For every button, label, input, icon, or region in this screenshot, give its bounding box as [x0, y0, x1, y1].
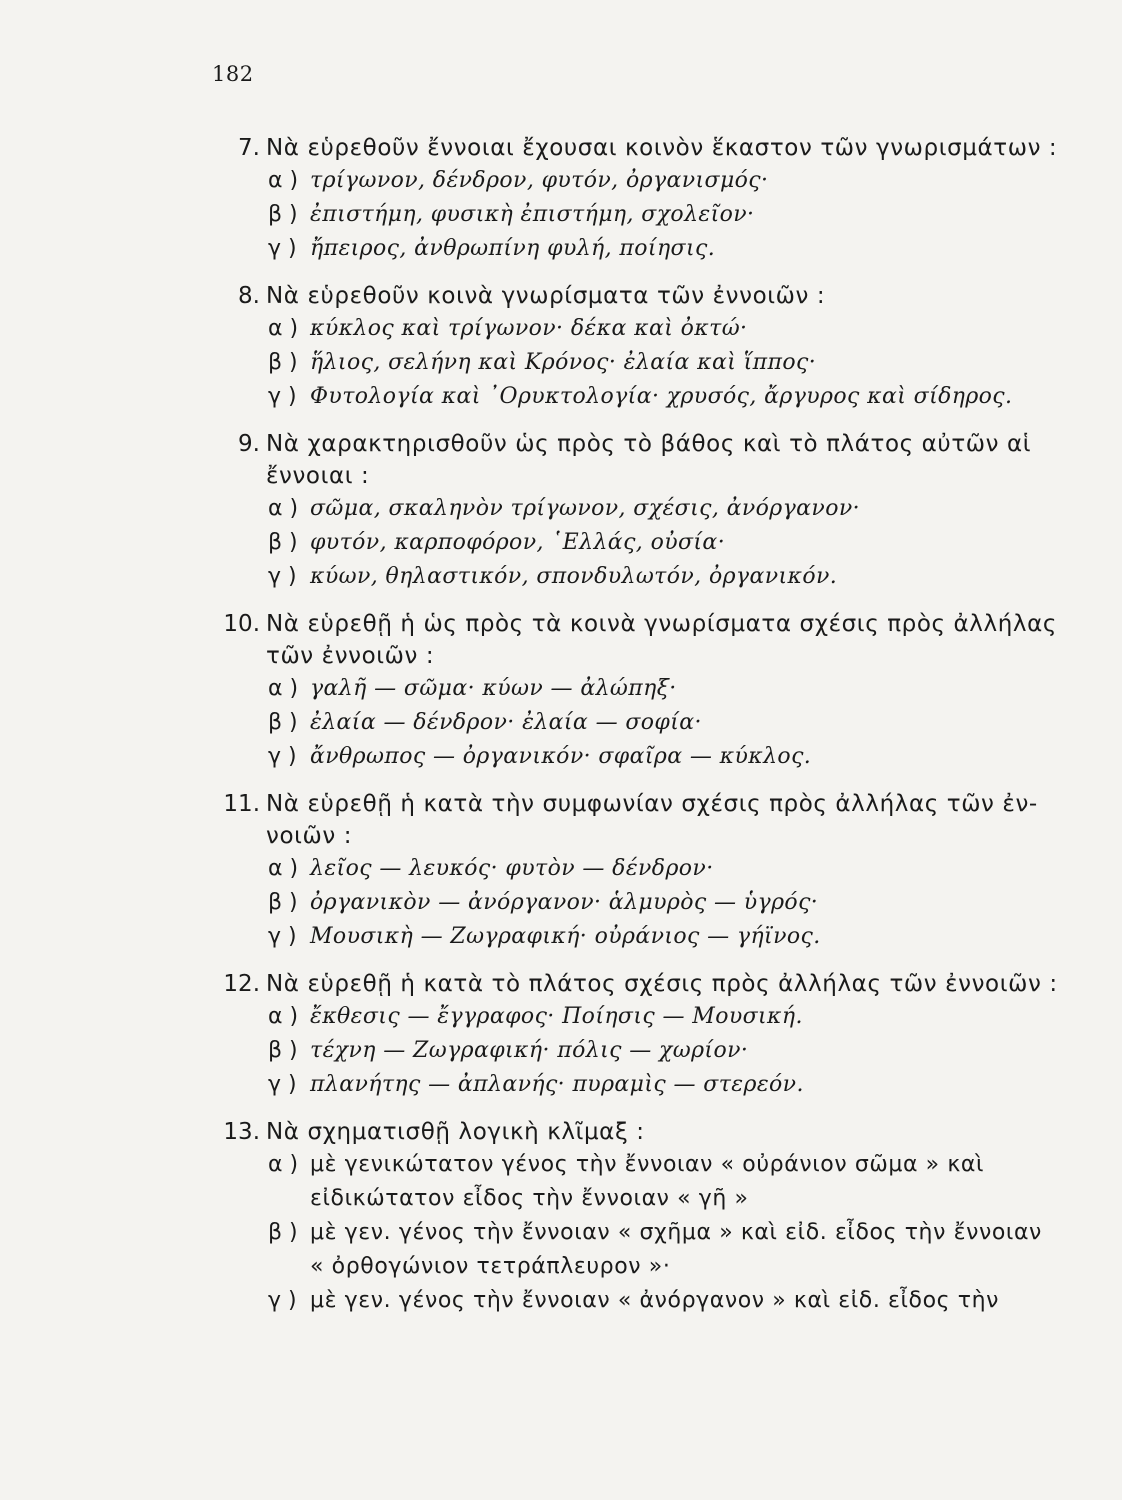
item-label: α ) [268, 676, 299, 701]
exercise-9 [200, 428, 1105, 594]
item-label: β ) [268, 530, 298, 555]
item-text: πλανήτης — ἀπλανής· πυραμὶς — στερεόν. [310, 1072, 804, 1097]
item-text: ὀργανικὸν — ἀνόργανον· ἁλμυρὸς — ὑγρός· [310, 890, 819, 915]
exercise-prompt-line [200, 968, 1105, 1000]
exercise-number: 7. [238, 135, 260, 161]
list-item [200, 526, 1105, 560]
exercise-8 [200, 280, 1105, 414]
item-text: φυτόν, καρποφόρον, ῾Ελλάς, οὐσία· [310, 530, 726, 555]
item-label: α ) [268, 168, 299, 193]
item-label: β ) [268, 1220, 298, 1245]
list-item [200, 232, 1105, 266]
exercise-number: 9. [238, 431, 260, 457]
exercise-prompt: Νὰ εὑρεθοῦν ἔννοιαι ἔχουσαι κοινὸν ἕκαστον τῶν γνωρισμάτων : [266, 135, 1058, 161]
item-label: α ) [268, 496, 299, 521]
exercise-number: 8. [238, 283, 260, 309]
item-text: τέχνη — Ζωγραφική· πόλις — χωρίον· [310, 1038, 749, 1063]
item-text: ἄνθρωπος — ὀργανικόν· σφαῖρα — κύκλος. [310, 744, 812, 769]
item-text: ἐλαία — δένδρον· ἐλαία — σοφία· [310, 710, 702, 735]
list-item [200, 852, 1105, 886]
item-text: μὲ γεν. γένος τὴν ἔννοιαν « σχῆμα » καὶ εἰδ. εἶδος τὴν ἔννοιαν [310, 1220, 1042, 1245]
list-item [200, 740, 1105, 774]
page-number: 182 [212, 62, 254, 86]
item-label: β ) [268, 1038, 298, 1063]
item-label: α ) [268, 316, 299, 341]
list-item [200, 346, 1105, 380]
item-text: τρίγωνον, δένδρον, φυτόν, ὀργανισμός· [310, 168, 769, 193]
item-label: γ ) [268, 1072, 297, 1097]
item-text: ἤπειρος, ἀνθρωπίνη φυλή, ποίησις. [310, 236, 716, 261]
item-label: β ) [268, 350, 298, 375]
item-label: α ) [268, 856, 299, 881]
exercise-13 [200, 1116, 1105, 1318]
item-text: μὲ γενικώτατον γένος τὴν ἔννοιαν « οὐράνιον σῶμα » καὶ [310, 1152, 985, 1177]
list-item [200, 312, 1105, 346]
list-item [200, 1284, 1105, 1318]
list-item [200, 198, 1105, 232]
item-text: ἔκθεσις — ἔγγραφος· Ποίησις — Μουσική. [310, 1004, 803, 1029]
exercise-prompt: Νὰ εὑρεθῇ ἡ κατὰ τὴν συμφωνίαν σχέσις πρὸς ἀλλήλας τῶν ἐν- [266, 791, 1038, 817]
list-item [200, 1000, 1105, 1034]
item-text: σῶμα, σκαληνὸν τρίγωνον, σχέσις, ἀνόργανον· [310, 496, 861, 521]
list-item [200, 886, 1105, 920]
list-item [200, 1068, 1105, 1102]
exercise-number: 12. [223, 971, 260, 997]
exercise-number: 11. [223, 791, 260, 817]
list-item [200, 1216, 1105, 1250]
exercise-prompt-continuation: ἔννοιαι : [266, 463, 370, 489]
exercise-list [200, 132, 1105, 1318]
item-text-continuation: « ὀρθογώνιον τετράπλευρον »· [310, 1254, 671, 1279]
exercise-prompt-line [200, 608, 1105, 640]
item-label: α ) [268, 1004, 299, 1029]
item-text: Μουσικὴ — Ζωγραφική· οὐράνιος — γήϊνος. [310, 924, 821, 949]
list-item [200, 706, 1105, 740]
exercise-11 [200, 788, 1105, 954]
item-text: ἥλιος, σελήνη καὶ Κρόνος· ἐλαία καὶ ἵππος· [310, 350, 817, 375]
item-label: γ ) [268, 384, 297, 409]
item-text: κύκλος καὶ τρίγωνον· δέκα καὶ ὀκτώ· [310, 316, 748, 341]
exercise-12 [200, 968, 1105, 1102]
exercise-prompt-line [200, 1116, 1105, 1148]
item-label: β ) [268, 890, 298, 915]
exercise-prompt: Νὰ εὑρεθῇ ἡ κατὰ τὸ πλάτος σχέσις πρὸς ἀλλήλας τῶν ἐννοιῶν : [266, 971, 1058, 997]
exercise-prompt-line [200, 788, 1105, 820]
item-text: λεῖος — λευκός· φυτὸν — δένδρον· [310, 856, 714, 881]
item-text: Φυτολογία καὶ ᾿Ορυκτολογία· χρυσός, ἄργυρος καὶ σίδηρος. [310, 384, 1013, 409]
exercise-prompt: Νὰ εὑρεθοῦν κοινὰ γνωρίσματα τῶν ἐννοιῶν : [266, 283, 826, 309]
item-label: α ) [268, 1152, 299, 1177]
exercise-number: 13. [223, 1119, 260, 1145]
exercise-number: 10. [223, 611, 260, 637]
exercise-prompt: Νὰ χαρακτηρισθοῦν ὡς πρὸς τὸ βάθος καὶ τὸ πλάτος αὐτῶν αἱ [266, 431, 1032, 457]
item-label: γ ) [268, 744, 297, 769]
item-label: γ ) [268, 924, 297, 949]
item-text: μὲ γεν. γένος τὴν ἔννοιαν « ἀνόργανον » καὶ εἰδ. εἶδος τὴν [310, 1288, 1000, 1313]
item-label: γ ) [268, 236, 297, 261]
exercise-prompt: Νὰ εὑρεθῇ ἡ ὡς πρὸς τὰ κοινὰ γνωρίσματα σχέσις πρὸς ἀλλήλας [266, 611, 1057, 637]
exercise-prompt: Νὰ σχηματισθῇ λογικὴ κλῖμαξ : [266, 1119, 645, 1145]
exercise-prompt-line [200, 428, 1105, 460]
exercise-prompt-continuation: τῶν ἐννοιῶν : [266, 643, 435, 669]
item-label: γ ) [268, 564, 297, 589]
item-text-continuation: εἰδικώτατον εἶδος τὴν ἔννοιαν « γῆ » [310, 1186, 749, 1211]
exercise-10 [200, 608, 1105, 774]
list-item [200, 920, 1105, 954]
item-text: κύων, θηλαστικόν, σπονδυλωτόν, ὀργανικόν. [310, 564, 838, 589]
exercise-prompt-line [200, 280, 1105, 312]
list-item [200, 164, 1105, 198]
item-text: γαλῆ — σῶμα· κύων — ἀλώπηξ· [310, 676, 677, 701]
exercise-prompt-continuation: νοιῶν : [266, 823, 353, 849]
list-item [200, 1034, 1105, 1068]
item-label: γ ) [268, 1288, 297, 1313]
item-text: ἐπιστήμη, φυσικὴ ἐπιστήμη, σχολεῖον· [310, 202, 755, 227]
item-label: β ) [268, 202, 298, 227]
item-label: β ) [268, 710, 298, 735]
list-item [200, 560, 1105, 594]
list-item [200, 380, 1105, 414]
exercise-7 [200, 132, 1105, 266]
list-item [200, 1148, 1105, 1182]
exercise-prompt-line [200, 132, 1105, 164]
list-item [200, 492, 1105, 526]
list-item [200, 672, 1105, 706]
